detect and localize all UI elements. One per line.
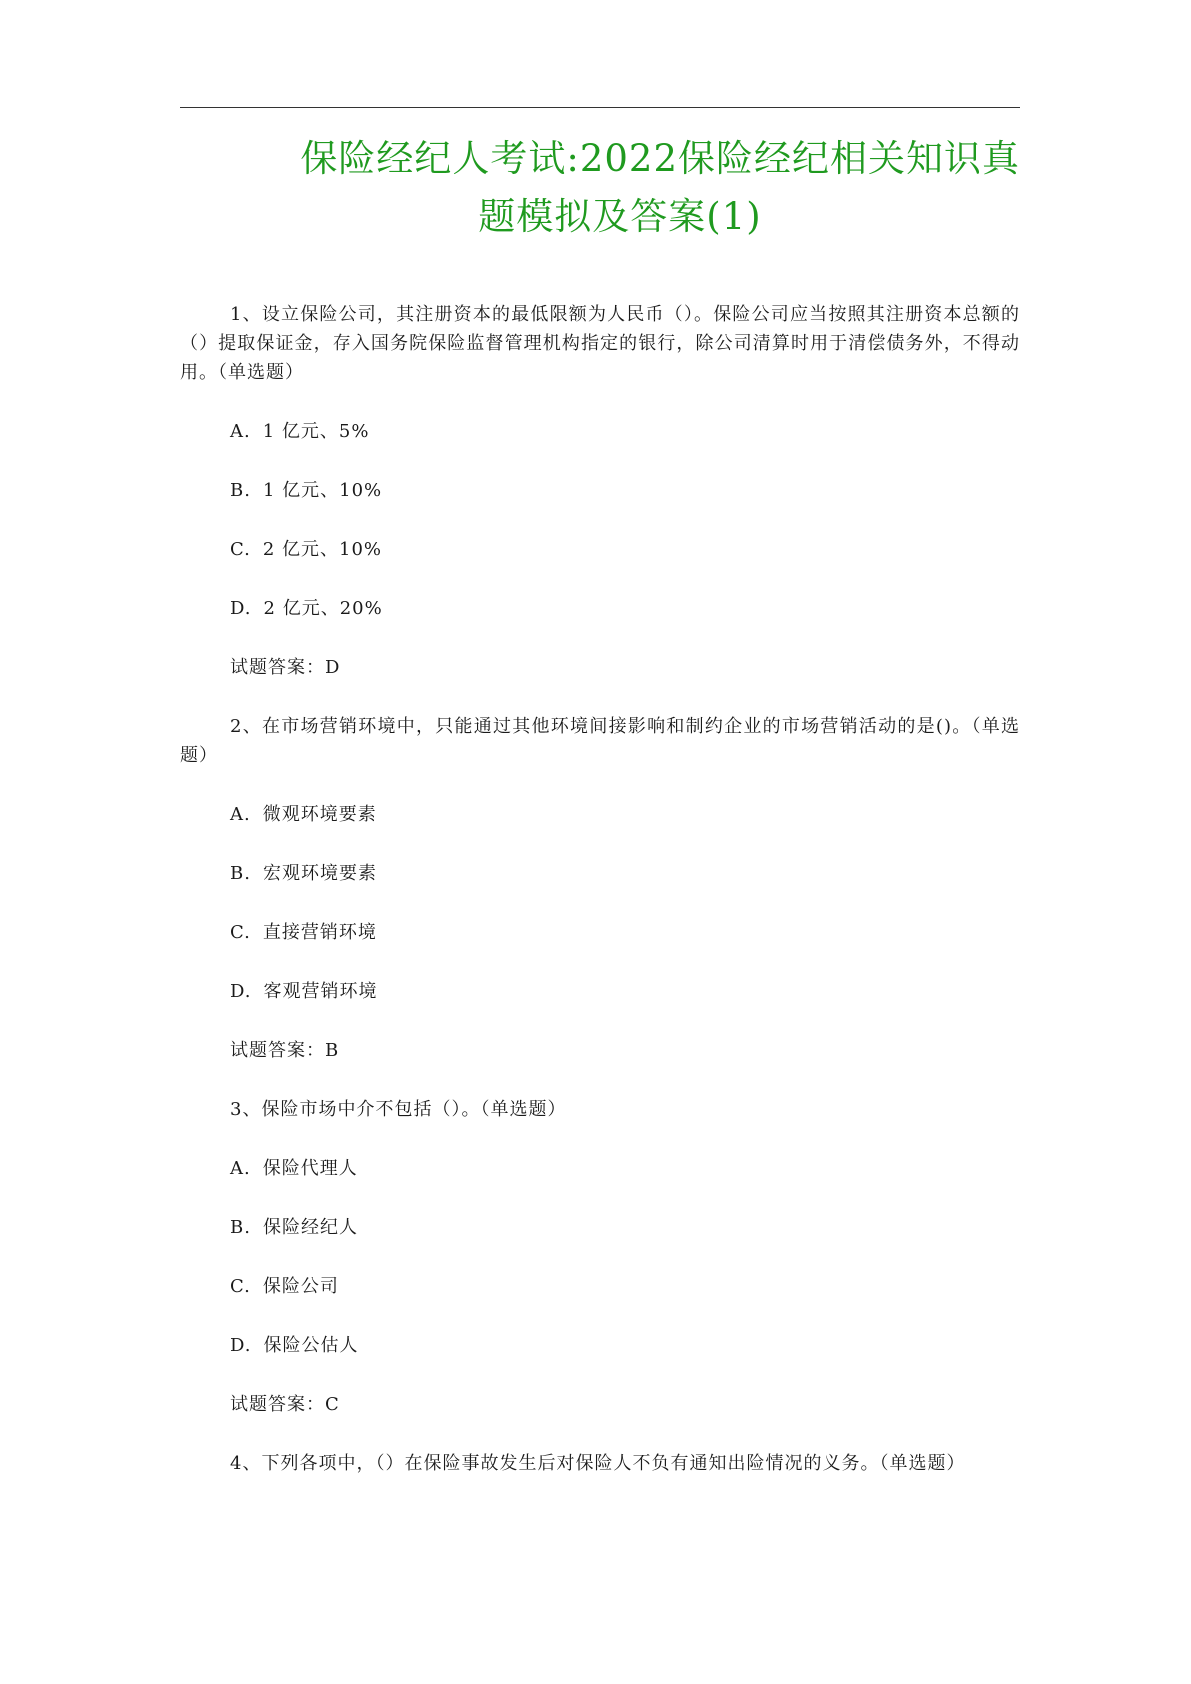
question-stem: 3、保险市场中介不包括（）。（单选题） — [230, 1099, 567, 1120]
option-b: B. 1 亿元、10% — [230, 480, 383, 501]
option-a: A. 1 亿元、5% — [230, 421, 370, 442]
option-d: D. 保险公估人 — [230, 1335, 359, 1356]
answer-line: 试题答案：B — [230, 1040, 340, 1061]
option-b: B. 宏观环境要素 — [230, 863, 377, 884]
question-stem: 1、设立保险公司，其注册资本的最低限额为人民币（）。保险公司应当按照其注册资本总额的（）提取保证金，存入国务院保险监督管理机构指定的银行，除公司清算时用于清偿债务外，不得动用。（单选题） — [180, 304, 1020, 383]
header-rule — [180, 107, 1020, 108]
title-line-2: 题模拟及答案(1) — [478, 195, 762, 238]
answer-line: 试题答案：D — [230, 657, 341, 678]
option-c: C. 直接营销环境 — [230, 922, 377, 943]
option-a: A. 微观环境要素 — [230, 804, 377, 825]
question-list — [180, 300, 1020, 1508]
option-c: C. 2 亿元、10% — [230, 539, 383, 560]
title-line-1: 保险经纪人考试:2022保险经纪相关知识真 — [300, 137, 1020, 180]
question-stem: 2、在市场营销环境中，只能通过其他环境间接影响和制约企业的市场营销活动的是()。（单选题） — [180, 716, 1020, 766]
option-a: A. 保险代理人 — [230, 1158, 358, 1179]
option-c: C. 保险公司 — [230, 1276, 339, 1297]
document-title — [180, 130, 1020, 246]
option-d: D. 客观营销环境 — [230, 981, 378, 1002]
option-d: D. 2 亿元、20% — [230, 598, 383, 619]
answer-line: 试题答案：C — [230, 1394, 340, 1415]
option-b: B. 保险经纪人 — [230, 1217, 358, 1238]
question-stem: 4、下列各项中，（）在保险事故发生后对保险人不负有通知出险情况的义务。（单选题） — [230, 1453, 966, 1474]
